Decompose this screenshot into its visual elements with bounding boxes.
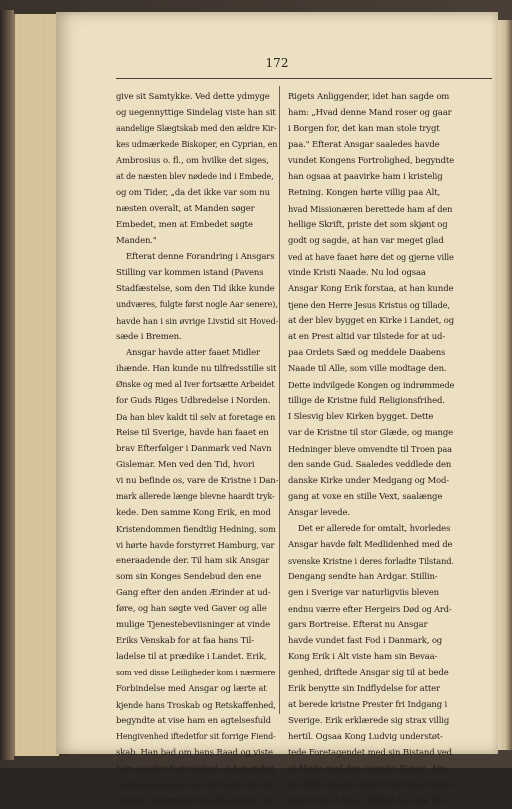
header-rule xyxy=(116,78,492,79)
book-page xyxy=(56,12,498,806)
text-line: Naade til Alle, som ville modtage den. xyxy=(288,364,447,374)
text-line: Gislemar. Men ved den Tid, hvori xyxy=(116,460,255,470)
text-line: begyndte at vise ham en agtelsesfuld xyxy=(116,716,271,726)
text-line: kede. Den samme Kong Erik, en mod xyxy=(116,508,271,518)
text-line: kes udmærkede Biskoper, en Cyprian, en xyxy=(116,140,278,149)
text-line: at berede kristne Prester fri Indgang i xyxy=(288,700,448,710)
text-line: genhed, driftede Ansgar sig til at bede xyxy=(288,668,449,678)
text-line: Ambrosius o. fl., om hvilke det siges, xyxy=(116,156,269,166)
text-line: Reise til Sverige, havde han faaet en xyxy=(116,428,269,438)
text-line: Eriks Venskab for at faa hans Til- xyxy=(116,636,254,646)
text-line: han ogsaa at paavirke ham i kristelig xyxy=(288,172,443,182)
text-line: eneraadende der. Til ham sik Ansgar xyxy=(116,556,270,566)
text-line: for Guds Riges Udbredelse i Norden. xyxy=(116,396,271,406)
text-line: hertil. Ogsaa Kong Ludvig understøt- xyxy=(288,732,443,742)
text-line: mark allerede længe blevne haardt tryk- xyxy=(116,492,275,501)
text-line: at de næsten blev nødede ind i Embede, xyxy=(116,172,274,181)
text-line: næsten overalt, at Manden søger xyxy=(116,204,255,214)
text-line: at der blev bygget en Kirke i Landet, og xyxy=(288,316,454,326)
text-line: paa Ordets Sæd og meddele Daabens xyxy=(288,348,446,358)
text-line: og om Tider, „da det ikke var som nu xyxy=(116,188,270,198)
text-line: ham: „Hvad denne Mand roser og gaar xyxy=(288,108,452,118)
text-line: Stilling var kommen istand (Pavens xyxy=(116,268,264,278)
text-line: brav Efterfølger i Danmark ved Navn xyxy=(116,444,272,454)
text-line: Rigets Anliggender, idet han sagde om xyxy=(288,92,450,102)
text-line: vi nu befinde os, vare de Kristne i Dan- xyxy=(116,476,278,486)
text-line: et Møde med den svenske Konge. Ans- xyxy=(288,764,450,774)
text-line: ladelse til at prædike i Landet. Erik, xyxy=(116,652,267,662)
text-line: tjene den Herre Jesus Kristus og tillade, xyxy=(288,300,450,310)
text-line: Hedninger bleve omvendte til Troen paa xyxy=(288,444,452,454)
text-line: Ansgar havde følt Medlidenhed med de xyxy=(288,540,453,550)
text-line: Stadfæstelse, som den Tid ikke kunde xyxy=(116,284,275,294)
column-divider xyxy=(279,86,280,714)
right-text-column xyxy=(288,89,454,809)
page-stack-edge xyxy=(14,14,59,756)
text-line: paa." Efterat Ansgar saaledes havde xyxy=(288,140,440,150)
text-line: tillige de Kristne fuld Religionsfrihed. xyxy=(288,396,445,406)
text-line: mulige Tjenestebeviisninger at vinde xyxy=(116,620,271,630)
text-line: Det er allerede for omtalt, hvorledes xyxy=(298,524,451,534)
text-line: vundet Kongens Fortrolighed, begyndte xyxy=(288,156,454,166)
text-line: I Slesvig blev Kirken bygget. Dette xyxy=(288,412,434,422)
text-line: endnu værre efter Hergeirs Død og Ard- xyxy=(288,604,452,614)
text-line: gars Bortreise. Efterat nu Ansgar xyxy=(288,620,428,630)
text-line: i Borgen for, det kan man stole trygt xyxy=(288,124,440,134)
text-line: skab. Han bad om hans Raad og viste xyxy=(116,748,273,758)
text-line: var de Kristne til stor Glæde, og mange xyxy=(288,428,453,438)
text-line: føre, og han søgte ved Gaver og alle xyxy=(116,604,267,614)
text-line: Efterat denne Forandring i Ansgars xyxy=(126,252,275,262)
text-line: gen i Sverige var naturligviis bleven xyxy=(288,588,439,598)
left-text-column xyxy=(116,89,278,809)
text-line: Da han blev kaldt til selv at foretage en xyxy=(116,412,276,422)
text-line: Dette indvilgede Kongen og indrømmede xyxy=(288,380,454,390)
text-line: give sit Samtykke. Ved dette ydmyge xyxy=(116,92,270,102)
text-line: som sin Konges Sendebud den ene xyxy=(116,572,262,582)
text-line: Manden." xyxy=(116,236,157,246)
text-line: undværes, fulgte først nogle Aar senere), xyxy=(116,300,278,309)
text-line: Retning. Kongen hørte villig paa Alt, xyxy=(288,188,441,198)
text-line: gar følte sig selv kaldet til at reise, styrket xyxy=(288,780,454,789)
facing-page-edge xyxy=(496,20,512,750)
text-line: hvad Missionæren berettede ham af den xyxy=(288,204,453,214)
text-line: dertil ved et Syn, i hvilket han var ble- xyxy=(288,796,448,806)
text-line: kjende hans Troskab og Retskaffenhed, xyxy=(116,700,276,710)
text-line: som ved disse Leiligheder kom i nærmere xyxy=(116,668,276,677)
text-line: Kong Erik i Alt viste ham sin Bevaa- xyxy=(288,652,438,662)
text-line: Kristendommen fiendtlig Hedning, som xyxy=(116,524,276,534)
text-line: ihænde. Han kunde nu tilfredsstille sit xyxy=(116,364,277,374)
text-line: danske Kirke under Medgang og Mod- xyxy=(288,476,450,486)
text-line: og uegennyttige Sindelag viste han sit xyxy=(116,108,276,118)
text-line: deltage i hemmelige Raadslagninger om xyxy=(116,796,275,805)
page-number: 172 xyxy=(265,56,289,70)
text-line: ved at have faaet høre det og gjerne ville xyxy=(288,252,454,262)
text-line: gang at voxe en stille Vext, saalænge xyxy=(288,492,443,502)
text-line: havde han i sin øvrige Livstid sit Hoved- xyxy=(116,316,278,326)
text-line: sæde i Bremen. xyxy=(116,332,182,342)
text-line: sammen med sine mest Betroede lod ham xyxy=(116,780,276,789)
text-line: Gang efter den anden Ærinder at ud- xyxy=(116,588,271,598)
text-line: aandelige Slægtskab med den ældre Kir- xyxy=(116,124,277,133)
text-line: Ansgar havde atter faaet Midler xyxy=(126,348,260,358)
text-line: ham saa stor Fortrolighed, at han endog xyxy=(116,764,274,773)
book-spine xyxy=(0,10,14,760)
text-line: Forbindelse med Ansgar og lærte at xyxy=(116,684,267,694)
text-line: tede Foretagendet med sin Bistand ved xyxy=(288,748,452,758)
text-line: Ønske og med al Iver fortsætte Arbeidet xyxy=(116,380,275,389)
text-line: Ansgar Kong Erik forstaa, at han kunde xyxy=(288,284,454,294)
text-line: Dengang sendte han Ardgar. Stillin- xyxy=(288,572,438,582)
text-line: at en Prest altid var tilstede for at ud- xyxy=(288,332,446,342)
text-line: hellige Skrift, priste det som skjønt og xyxy=(288,220,448,230)
text-line: Erik benytte sin Indflydelse for atter xyxy=(288,684,440,694)
text-line: vi hørte havde forstyrret Hamburg, var xyxy=(116,540,275,550)
text-line: godt og sagde, at han var meget glad xyxy=(288,236,444,246)
text-line: Embedet, men at Embedet søgte xyxy=(116,220,253,230)
text-line: den sande Gud. Saaledes veddlede den xyxy=(288,460,452,470)
text-line: vinde Kristi Naade. Nu lod ogsaa xyxy=(288,268,426,278)
text-line: Sverige. Erik erklærede sig strax villig xyxy=(288,716,450,726)
text-line: Ansgar levede. xyxy=(288,508,350,518)
text-line: havde vundet fast Fod i Danmark, og xyxy=(288,636,443,646)
text-line: Hengivenhed iftedetfor sit forrige Fiend- xyxy=(116,732,276,741)
text-line: svenske Kristne i deres forladte Tilstand. xyxy=(288,556,454,566)
